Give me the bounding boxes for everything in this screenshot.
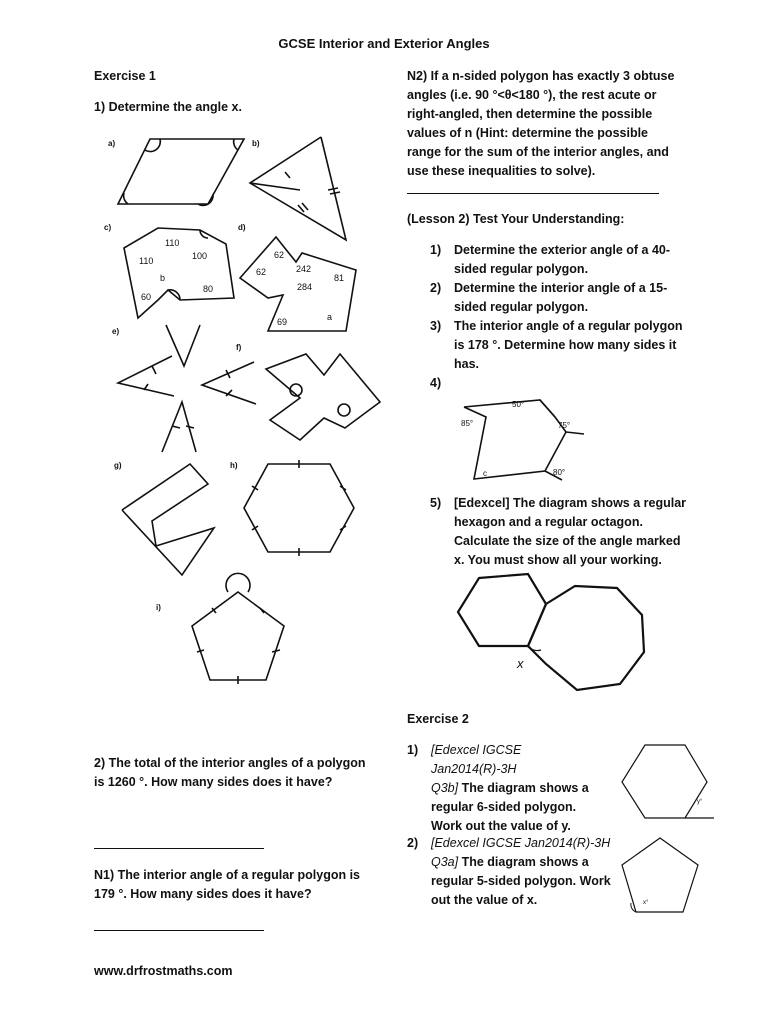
- exercise2-heading: Exercise 2: [407, 712, 469, 726]
- ex2-q1: 1) [Edexcel IGCSE Jan2014(R)-3H Q3b] The diagram shows a regular 6-sided polygon. Work out the value of y.: [407, 743, 589, 833]
- n1-line2: 179 °. How many sides does it have?: [94, 887, 312, 901]
- svg-text:x: x: [517, 656, 524, 671]
- svg-text:81: 81: [334, 273, 345, 283]
- fig-label-d: d): [238, 223, 246, 232]
- n2-line: right-angled, then determine the possible: [407, 107, 653, 121]
- lesson2-heading: (Lesson 2) Test Your Understanding:: [407, 212, 625, 226]
- svg-text:a: a: [327, 312, 333, 322]
- n2-line: values of n (Hint: determine the possible: [407, 126, 649, 140]
- n2-line: angles (i.e. 90 °<θ<180 °), the rest acute or: [407, 88, 657, 102]
- fig-label-e: e): [112, 327, 120, 336]
- svg-text:110: 110: [165, 238, 180, 248]
- n2-line: use these inequalities to solve).: [407, 164, 596, 178]
- n2-line: range for the sum of the interior angles, and: [407, 145, 669, 159]
- fig-label-a: a): [108, 139, 116, 148]
- exercise1-heading: Exercise 1: [94, 69, 156, 83]
- svg-text:b: b: [160, 273, 166, 283]
- footer-url: www.drfrostmaths.com: [94, 964, 233, 978]
- svg-text:284: 284: [297, 282, 313, 292]
- svg-text:62: 62: [274, 250, 285, 260]
- q5-question: 5) [Edexcel] The diagram shows a regular hexagon and a regular octagon. Calculate the size of the angle marked x. You must show all your working.: [430, 496, 687, 567]
- svg-text:80: 80: [203, 284, 214, 294]
- svg-text:x°: x°: [643, 900, 649, 906]
- svg-text:80°: 80°: [553, 468, 566, 477]
- svg-text:60: 60: [141, 292, 152, 302]
- fig-label-g: g): [114, 461, 122, 470]
- fig-label-b: b): [252, 139, 260, 148]
- n2-line: N2) If a n-sided polygon has exactly 3 obtuse: [407, 69, 675, 83]
- svg-text:y°: y°: [697, 799, 703, 805]
- ex2-q2: 2) [Edexcel IGCSE Jan2014(R)-3H Q3a] The diagram shows a regular 5-sided polygon. Work out the value of x.: [407, 836, 611, 907]
- svg-text:c: c: [483, 469, 487, 478]
- q1-text: 1) Determine the angle x.: [94, 100, 242, 114]
- svg-text:85°: 85°: [461, 419, 474, 428]
- tyu-list: 1) Determine the exterior angle of a 40- sided regular polygon. 2) Determine the interior angle of a 15- sided regular polygon. 3) The interior angle of a regular polygon is 178 °. Determine how many sides it has. 4): [430, 243, 683, 390]
- page-title: GCSE Interior and Exterior Angles: [278, 36, 490, 51]
- svg-text:75°: 75°: [558, 421, 571, 430]
- q2-line1: 2) The total of the interior angles of a polygon: [94, 756, 366, 770]
- fig-label-f: f): [236, 343, 242, 352]
- fig-label-i: i): [156, 603, 161, 612]
- q2-line2: is 1260 °. How many sides does it have?: [94, 775, 333, 789]
- fig-label-c: c): [104, 223, 112, 232]
- n1-line1: N1) The interior angle of a regular polygon is: [94, 868, 361, 882]
- svg-text:62: 62: [256, 267, 267, 277]
- svg-text:50°: 50°: [512, 400, 525, 409]
- svg-text:242: 242: [296, 264, 312, 274]
- svg-text:110: 110: [139, 256, 154, 266]
- svg-text:69: 69: [277, 317, 288, 327]
- svg-text:100: 100: [192, 251, 208, 261]
- fig-label-h: h): [230, 461, 238, 470]
